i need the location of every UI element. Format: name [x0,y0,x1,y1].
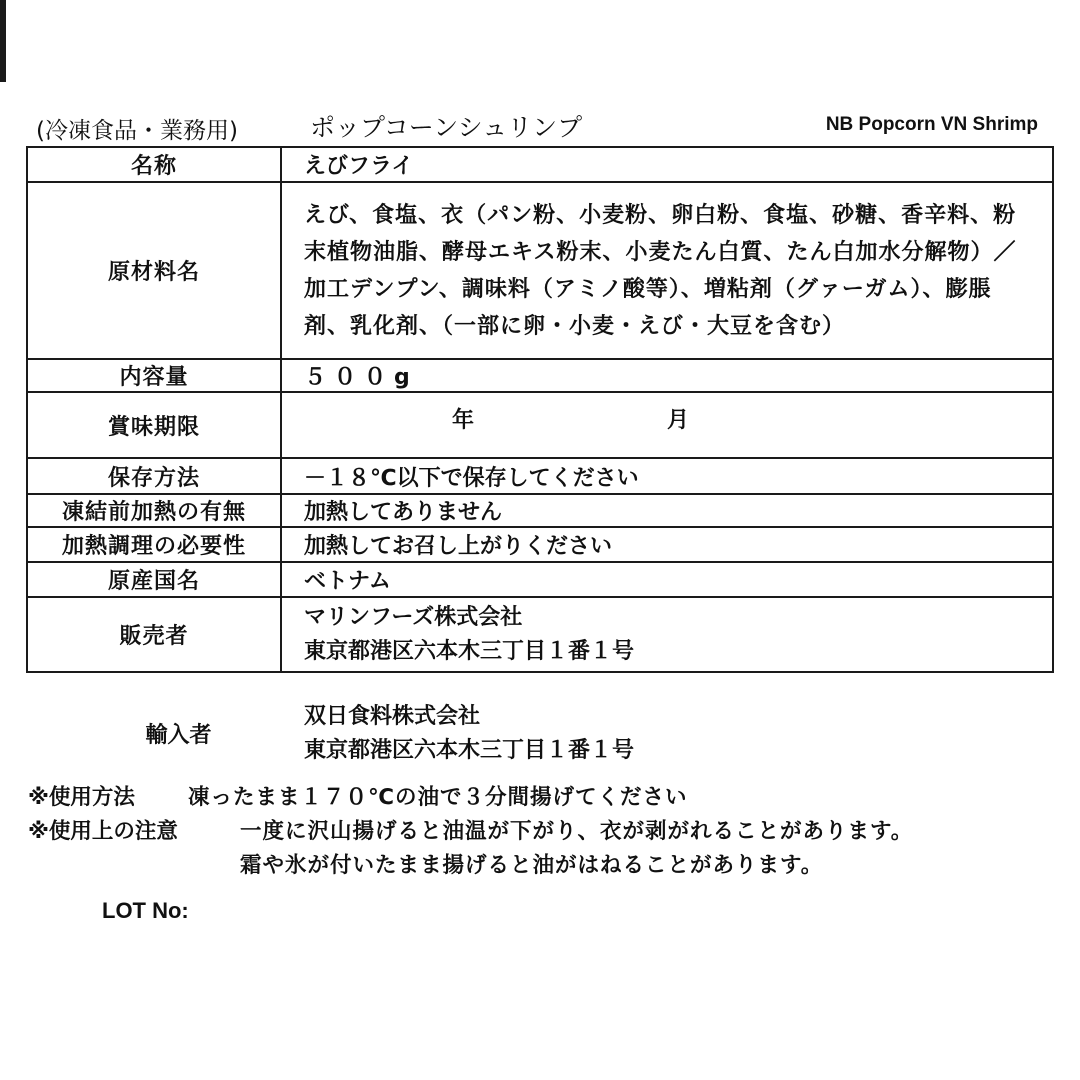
lot-number-label: LOT No: [102,898,189,923]
row-label-cooking: 加熱調理の必要性 [27,527,281,562]
product-name-en: NB Popcorn VN Shrimp [825,114,1038,135]
row-label-preheat: 凍結前加熱の有無 [27,494,281,527]
row-label-ingredients: 原材料名 [27,182,281,359]
row-value-ingredients: えび、食塩、衣（パン粉、小麦粉、卵白粉、食塩、砂糖、香辛料、粉末植物油脂、酵母エキス粉末、小麦たん白質、たん白加水分解物）／加工デンプン、調味料（アミノ酸等）、増粘剤（グァーガム）、膨脹剤、乳化剤、（一部に卵・小麦・えび・大豆を含む） [281,182,1053,359]
importer-address: 東京都港区六本木三丁目１番１号 [304,738,635,763]
label-header [28,108,1052,144]
row-value-origin: ベトナム [281,562,1053,597]
table-row-ingredients [27,182,1053,359]
row-value-expiry [281,392,1053,458]
row-label-name: 名称 [27,147,281,182]
caution-text-line1: 一度に沢山揚げると油温が下がり、衣が剥がれることがあります。 [240,819,914,844]
caution-label: ※使用上の注意 [28,819,178,844]
table-row-expiry [27,392,1053,458]
expiry-month-unit: 月 [667,408,690,433]
row-value-cooking: 加熱してお召し上がりください [281,527,1053,562]
row-value-seller [281,597,1053,672]
table-row-cooking [27,527,1053,562]
table-row-volume [27,359,1053,392]
usage-label: ※使用方法 [28,785,135,810]
row-label-storage: 保存方法 [27,458,281,494]
row-value-preheat: 加熱してありません [281,494,1053,527]
expiry-year-unit: 年 [452,408,475,433]
table-row-origin [27,562,1053,597]
table-row-seller [27,597,1053,672]
seller-address: 東京都港区六本木三丁目１番１号 [304,638,635,664]
importer-label: 輸入者 [145,723,212,748]
row-label-volume: 内容量 [27,359,281,392]
row-value-name: えびフライ [281,147,1053,182]
row-value-storage: －１８℃以下で保存してください [281,458,1053,494]
table-row-name [27,147,1053,182]
table-row-preheat [27,494,1053,527]
product-name-jp: ポップコーンシュリンプ [310,113,583,142]
importer-value [304,700,634,768]
row-value-volume: ５００g [281,359,1053,392]
importer-block [26,698,1054,772]
edge-mark [0,0,6,82]
seller-company: マリンフーズ株式会社 [304,604,523,630]
importer-company: 双日食料株式会社 [304,704,481,729]
usage-text: 凍ったまま１７０℃の油で３分間揚げてください [188,785,688,810]
product-category: (冷凍食品・業務用) [36,118,238,144]
table-row-storage [27,458,1053,494]
row-label-seller: 販売者 [27,597,281,672]
caution-text-line2: 霜や氷が付いたまま揚げると油がはねることがあります。 [240,853,824,878]
row-label-origin: 原産国名 [27,562,281,597]
food-label-table [26,146,1054,673]
row-label-expiry: 賞味期限 [27,392,281,458]
